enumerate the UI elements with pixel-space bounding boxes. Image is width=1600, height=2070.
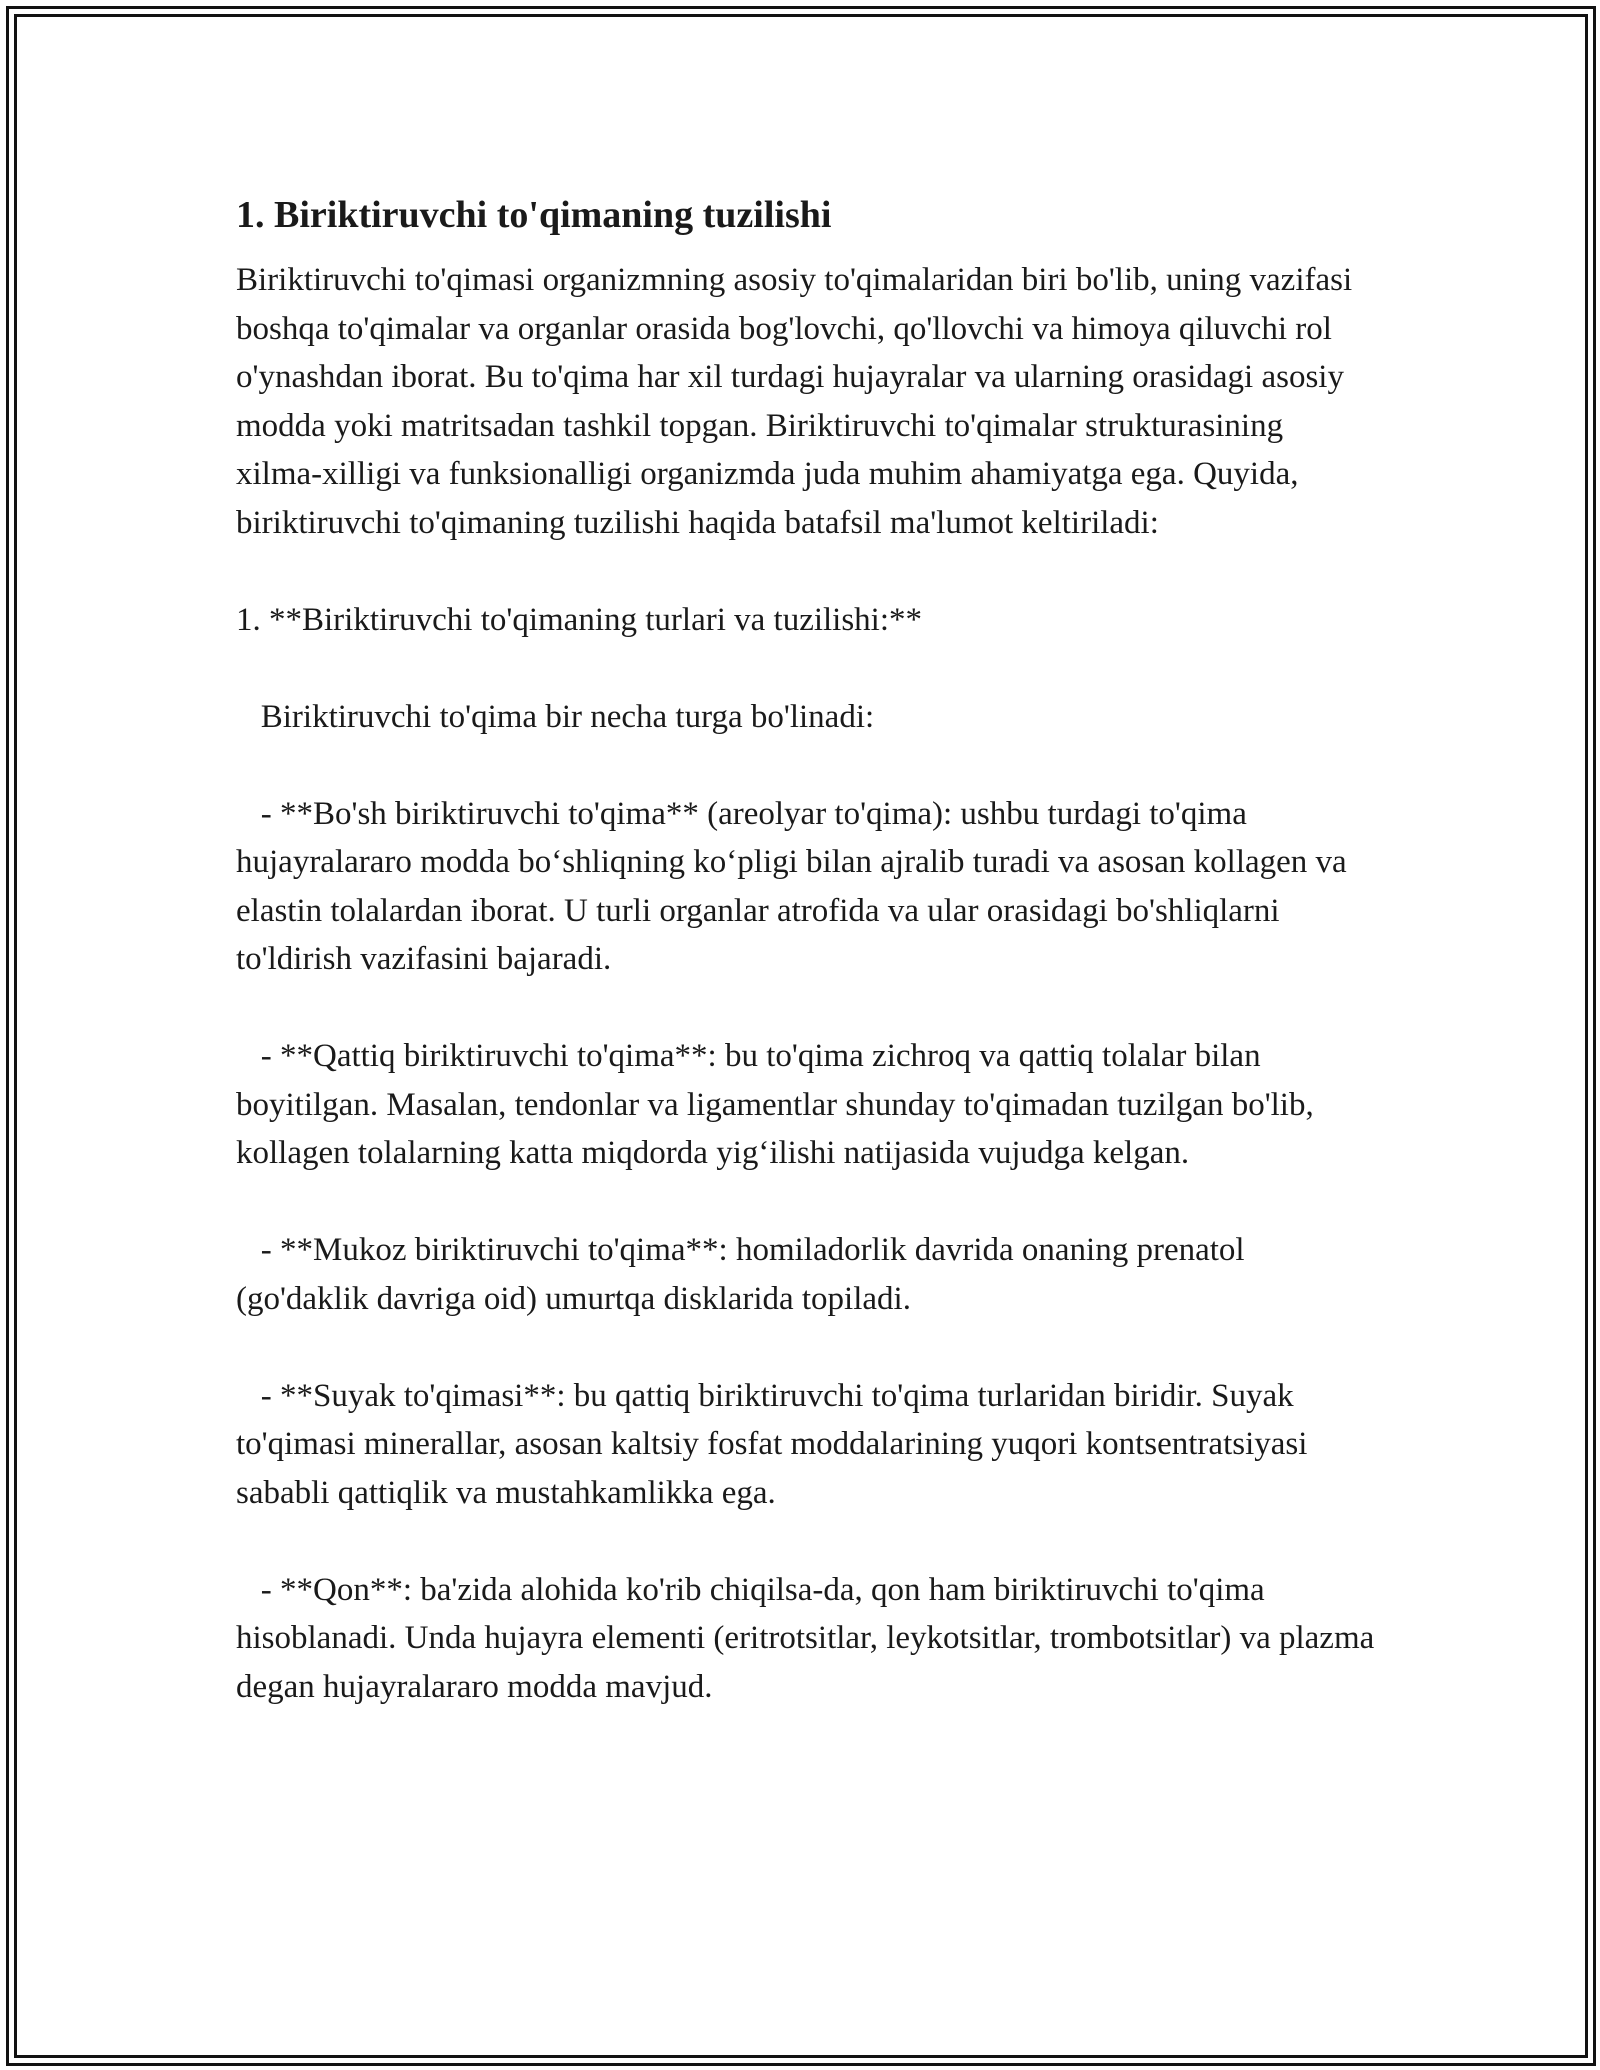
spacer (236, 1178, 1376, 1227)
document-body (236, 188, 1383, 1711)
intro-paragraph: Biriktiruvchi to'qimasi organizmning asosiy to'qimalaridan biri bo'lib, uning vazifasi boshqa to'qimalar va organlar orasida bog'lovchi, qo'llovchi va himoya qiluvchi rol o'ynashdan iborat. Bu to'qima har xil turdagi hujayralar va ularning orasidagi asosiy modda yoki matritsadan tashkil topgan. Biriktiruvchi to'qimalar strukturasining xilma-xilligi va funksionalligi organizmda juda muhim ahamiyatga ega. Quyida, biriktiruvchi to'qimaning tuzilishi haqida batafsil ma'lumot keltiriladi: (236, 262, 1361, 541)
spacer (236, 644, 1376, 693)
list-heading: 1. **Biriktiruvchi to'qimaning turlari va tuzilishi:** (236, 601, 923, 638)
spacer (236, 547, 1376, 596)
document-title: 1. Biriktiruvchi to'qimaning tuzilishi (236, 194, 832, 236)
spacer (236, 741, 1376, 790)
list-item-blood: - **Qon**: ba'zida alohida ko'rib chiqilsa-da, qon ham biriktiruvchi to'qima hisoblanadi. Unda hujayra elementi (eritrotsitlar, leykotsitlar, trombotsitlar) va plazma degan hujayralararo modda mavjud. (236, 1571, 1383, 1705)
list-item-dense: - **Qattiq biriktiruvchi to'qima**: bu to'qima zichroq va qattiq tolalar bilan boyitilgan. Masalan, tendonlar va ligamentlar shunday to'qimadan tuzilgan bo'lib, kollagen tolalarning katta miqdorda yig‘ilishi natijasida vujudga kelgan. (236, 1038, 1322, 1171)
spacer (236, 1517, 1376, 1566)
list-item-bone: - **Suyak to'qimasi**: bu qattiq biriktiruvchi to'qima turlaridan biridir. Suyak to'qimasi minerallar, asosan kaltsiy fosfat moddalarining yuqori kontsentratsiyasi sababli qattiqlik va mustahkamlikka ega. (236, 1377, 1316, 1511)
list-item-mucous: - **Mukoz biriktiruvchi to'qima**: homiladorlik davrida onaning prenatol (go'daklik davriga oid) umurtqa disklarida topiladi. (236, 1232, 1253, 1317)
spacer (236, 984, 1376, 1033)
spacer (236, 1323, 1376, 1372)
list-intro: Biriktiruvchi to'qima bir necha turga bo'linadi: (236, 698, 875, 735)
list-item-areolar: - **Bo'sh biriktiruvchi to'qima** (areolyar to'qima): ushbu turdagi to'qima hujayralararo modda bo‘shliqning ko‘pligi bilan ajralib turadi va asosan kollagen va elastin tolalardan iborat. U turli organlar atrofida va ular orasidagi bo'shliqlarni to'ldirish vazifasini bajaradi. (236, 795, 1355, 977)
